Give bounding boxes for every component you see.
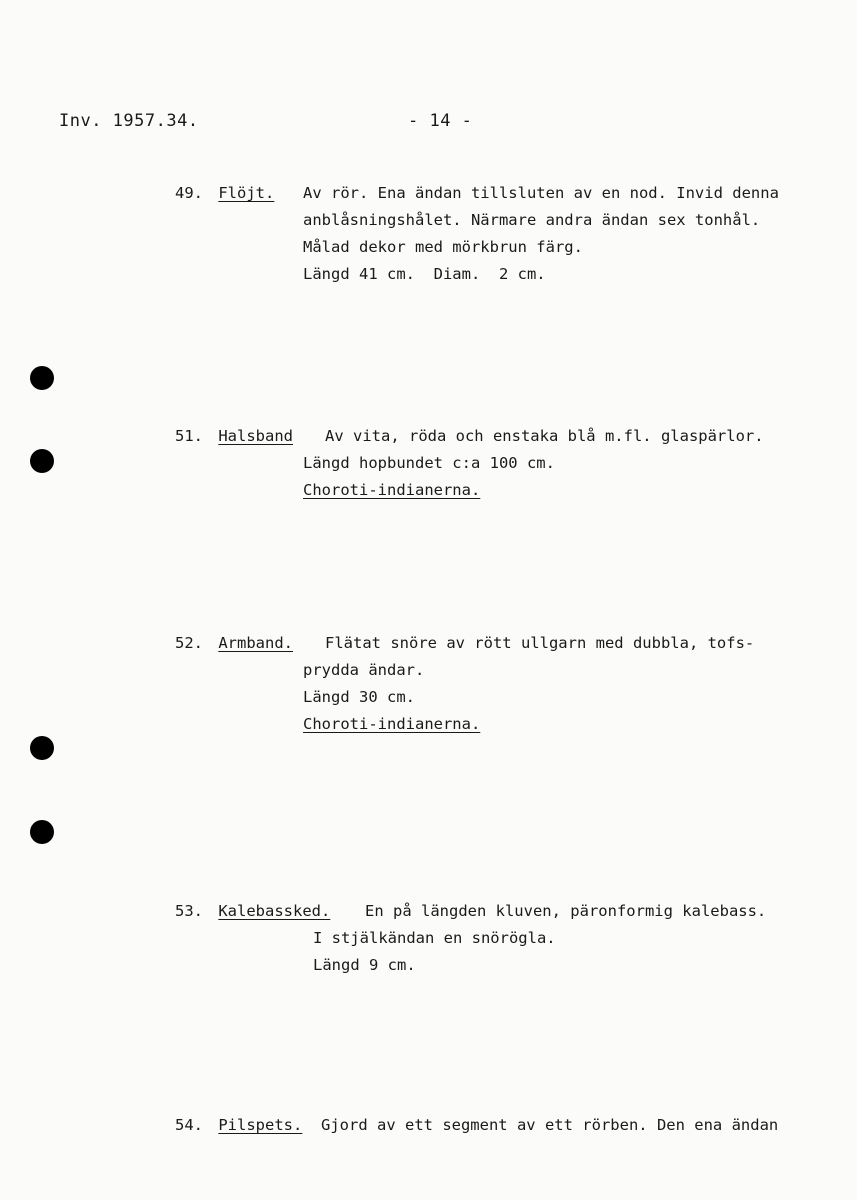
entry-measurements: Längd 9 cm. — [313, 956, 416, 974]
entry-measurements: Längd 41 cm. Diam. 2 cm. — [303, 265, 546, 283]
catalog-entry — [175, 898, 850, 979]
entry-people: Choroti-indianerna. — [303, 481, 481, 499]
punch-hole — [30, 736, 54, 760]
entry-description: I stjälkändan en snörögla. — [313, 929, 556, 947]
entry-term: Flöjt. — [218, 184, 275, 202]
entry-description: prydda ändar. — [303, 661, 425, 679]
entry-number: 52. — [175, 634, 203, 652]
catalog-entry — [175, 180, 850, 288]
punch-hole — [30, 820, 54, 844]
catalog-entry — [175, 630, 850, 738]
catalog-entry — [175, 1112, 850, 1139]
entry-term: Armband. — [218, 634, 293, 652]
entry-term: Pilspets. — [218, 1116, 303, 1134]
page-number: - 14 - — [408, 111, 473, 131]
punch-hole — [30, 366, 54, 390]
entry-number: 53. — [175, 902, 203, 920]
entry-description: Av rör. Ena ändan tillsluten av en nod. Invid denna — [303, 184, 779, 202]
entry-term: Halsband — [218, 427, 293, 445]
entry-number: 49. — [175, 184, 203, 202]
catalog-entry — [175, 423, 850, 504]
entry-description: Flätat snöre av rött ullgarn med dubbla, tofs- — [325, 634, 755, 652]
entry-number: 54. — [175, 1116, 203, 1134]
inventory-number: Inv. 1957.34. — [59, 111, 199, 131]
entry-description: En på längden kluven, päronformig kalebass. — [365, 902, 767, 920]
entry-description: Av vita, röda och enstaka blå m.fl. glaspärlor. — [325, 427, 764, 445]
punch-hole — [30, 449, 54, 473]
entry-measurements: Längd 30 cm. — [303, 688, 415, 706]
entry-description: Målad dekor med mörkbrun färg. — [303, 238, 583, 256]
entry-people: Choroti-indianerna. — [303, 715, 481, 733]
entry-measurements: Längd hopbundet c:a 100 cm. — [303, 454, 555, 472]
entry-number: 51. — [175, 427, 203, 445]
entry-description: anblåsningshålet. Närmare andra ändan sex tonhål. — [303, 211, 761, 229]
entry-term: Kalebassked. — [218, 902, 331, 920]
entry-description: Gjord av ett segment av ett rörben. Den ena ändan — [321, 1116, 779, 1134]
